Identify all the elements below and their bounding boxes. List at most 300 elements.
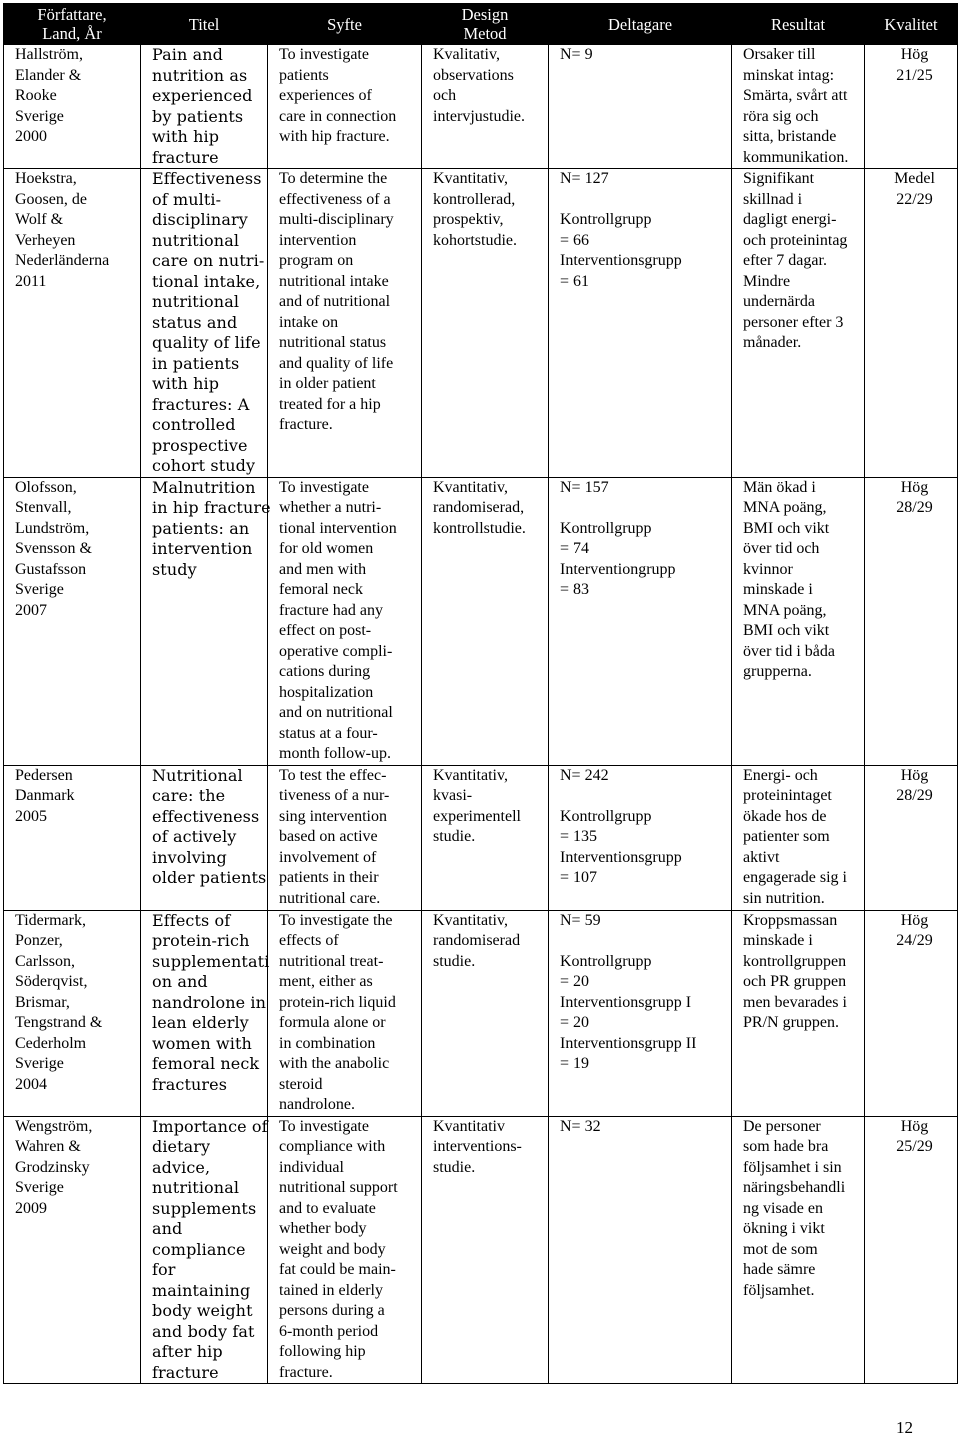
result-line: patienter som — [743, 828, 830, 845]
result-line: MNA poäng, — [743, 601, 827, 619]
title-line: cohort study — [152, 456, 256, 475]
aim-line: weight and body — [279, 1240, 386, 1258]
design-line: studie. — [433, 828, 476, 845]
cell-title — [141, 765, 268, 910]
aim-line: in combination — [279, 1034, 376, 1052]
participants-line: N= 242 — [560, 766, 609, 784]
cell-participants — [549, 169, 732, 478]
result-line: efter 7 dagar. — [743, 252, 827, 269]
authors-line: Gustafsson — [15, 560, 87, 578]
title-line: and — [152, 1219, 183, 1238]
table-header-row — [4, 4, 958, 45]
title-line: femoral neck — [152, 1054, 260, 1073]
cell-result — [732, 45, 865, 169]
design-line: kohortstudie. — [433, 231, 517, 249]
result-line: hade sämre — [743, 1261, 816, 1278]
title-line: experienced — [152, 86, 253, 105]
authors-line: Hallström, — [15, 46, 83, 63]
title-line: intervention — [152, 539, 253, 558]
aim-line: operative compli- — [279, 642, 393, 660]
participants-line: = 61 — [560, 272, 590, 290]
aim-line: month follow-up. — [279, 745, 391, 762]
title-line: Effectiveness — [152, 169, 262, 188]
aim-line: effectiveness of a — [279, 190, 391, 208]
authors-line: 2004 — [15, 1075, 47, 1093]
aim-line: experiences of — [279, 87, 372, 104]
result-line: ng visade en — [743, 1199, 823, 1217]
authors-line: Tidermark, — [15, 911, 86, 929]
design-line: kvasi- — [433, 787, 473, 804]
header-participants: Deltagare — [549, 4, 732, 45]
participants-line: = 135 — [560, 828, 598, 845]
design-line: Kvantitativ, — [433, 911, 508, 929]
aim-line: To investigate — [279, 1117, 369, 1135]
cell-design — [422, 169, 549, 478]
result-line: Mindre — [743, 272, 791, 290]
cell-quality — [865, 45, 958, 169]
title-line: nutritional — [152, 1178, 240, 1197]
result-line: ökning i vikt — [743, 1220, 825, 1237]
title-line: after hip — [152, 1342, 223, 1361]
title-line: disciplinary — [152, 210, 248, 229]
title-line: patients: an — [152, 518, 250, 538]
design-line: kontrollstudie. — [433, 519, 526, 537]
result-line: minskat intag: — [743, 66, 835, 84]
cell-title — [141, 1116, 268, 1384]
participants-line: Kontrollgrupp — [560, 211, 652, 228]
participants-line: = 74 — [560, 540, 590, 557]
authors-line: Sverige — [15, 1055, 64, 1072]
authors-line: 2011 — [15, 272, 47, 290]
participants-line: = 107 — [560, 869, 598, 886]
aim-line: nandrolone. — [279, 1096, 355, 1113]
cell-design — [422, 910, 549, 1116]
design-line: Kvantitativ, — [433, 478, 508, 496]
quality-line: Medel — [894, 170, 935, 187]
title-line: women with — [152, 1033, 252, 1053]
aim-line: To investigate the — [279, 911, 393, 929]
title-line: Malnutrition — [152, 477, 256, 497]
cell-participants — [549, 910, 732, 1116]
participants-line: = 83 — [560, 581, 590, 598]
cell-participants — [549, 477, 732, 765]
authors-line: Wolf & — [15, 211, 64, 228]
participants-line: N= 127 — [560, 170, 609, 187]
aim-line: individual — [279, 1158, 344, 1176]
cell-participants — [549, 765, 732, 910]
cell-result — [732, 910, 865, 1116]
aim-line: intake on — [279, 313, 339, 331]
aim-line: multi-disciplinary — [279, 211, 394, 228]
aim-line: formula alone or — [279, 1014, 386, 1031]
aim-line: and to evaluate — [279, 1199, 376, 1217]
aim-line: To test the effec- — [279, 766, 387, 784]
aim-line: with hip fracture. — [279, 128, 390, 145]
header-authors: Författare, Land, År — [4, 4, 141, 45]
design-line: Kvantitativ, — [433, 170, 508, 187]
authors-line: Ponzer, — [15, 932, 63, 949]
authors-line: Grodzinsky — [15, 1158, 90, 1176]
cell-design — [422, 45, 549, 169]
cell-result — [732, 169, 865, 478]
result-line: Kroppsmassan — [743, 911, 838, 929]
design-line: observations — [433, 66, 514, 84]
cell-authors — [4, 45, 141, 169]
design-line: experimentell — [433, 807, 521, 825]
result-line: följsamhet i sin — [743, 1158, 842, 1176]
quality-line: 24/29 — [896, 932, 933, 949]
title-line: on and — [152, 972, 208, 991]
cell-authors — [4, 910, 141, 1116]
result-line: Smärta, svårt att — [743, 87, 848, 104]
participants-line: Interventionsgrupp II — [560, 1034, 697, 1052]
result-line: Signifikant — [743, 170, 815, 187]
aim-line: fracture had any — [279, 601, 383, 619]
title-line: in hip fracture — [152, 498, 271, 517]
authors-line: 2005 — [15, 807, 47, 825]
result-line: sitta, bristande — [743, 128, 837, 145]
authors-line: Stenvall, — [15, 499, 72, 516]
title-line: dietary — [152, 1137, 211, 1156]
participants-line — [560, 190, 727, 211]
result-line: följsamhet. — [743, 1281, 815, 1299]
title-line: fracture — [152, 1362, 219, 1382]
aim-line: patients in their — [279, 869, 379, 886]
quality-line: Hög — [900, 766, 929, 784]
title-line: involving — [152, 847, 227, 867]
header-design: Design Metod — [422, 4, 549, 45]
cell-quality — [865, 169, 958, 478]
aim-line: cations during — [279, 663, 371, 680]
design-line: studie. — [433, 952, 476, 970]
aim-line: treated for a hip — [279, 395, 381, 413]
cell-participants — [549, 45, 732, 169]
aim-line: nutritional care. — [279, 889, 381, 907]
cell-design — [422, 765, 549, 910]
title-line: controlled — [152, 415, 236, 434]
cell-authors — [4, 765, 141, 910]
aim-line: fracture. — [279, 1363, 333, 1381]
aim-line: patients — [279, 66, 329, 84]
aim-line: tional intervention — [279, 519, 397, 537]
participants-line: Kontrollgrupp — [560, 519, 652, 537]
result-line: och PR gruppen — [743, 973, 847, 990]
result-line: röra sig och — [743, 107, 819, 125]
header-quality: Kvalitet — [865, 4, 958, 45]
title-line: fracture — [152, 147, 219, 167]
result-line: dagligt energi- — [743, 211, 837, 228]
participants-line — [560, 931, 727, 952]
title-line: Nutritional — [152, 765, 243, 785]
authors-line: Olofsson, — [15, 478, 77, 496]
cell-title — [141, 45, 268, 169]
aim-line: for old women — [279, 540, 374, 557]
participants-line: Kontrollgrupp — [560, 807, 652, 825]
authors-line: Nederländerna — [15, 252, 110, 269]
cell-title — [141, 910, 268, 1116]
aim-line: steroid — [279, 1075, 323, 1093]
cell-title — [141, 477, 271, 765]
title-line: quality of life — [152, 333, 261, 352]
header-result: Resultat — [732, 4, 865, 45]
result-line: MNA poäng, — [743, 499, 827, 516]
quality-line: 28/29 — [896, 499, 933, 516]
design-line: kontrollerad, — [433, 190, 516, 208]
result-line: engagerade sig i — [743, 869, 847, 886]
quality-line: Hög — [900, 1117, 929, 1135]
cell-result — [732, 1116, 865, 1384]
authors-line: Cederholm — [15, 1034, 87, 1052]
cell-authors — [4, 169, 141, 478]
authors-line: Danmark — [15, 787, 75, 804]
title-line: tional intake, — [152, 271, 261, 291]
design-line: interventions- — [433, 1138, 522, 1155]
table-row — [4, 45, 958, 169]
aim-line: and quality of life — [279, 354, 394, 372]
result-line: grupperna. — [743, 663, 812, 680]
participants-line: Interventionsgrupp I — [560, 993, 692, 1011]
participants-line: Interventionsgrupp — [560, 252, 682, 269]
result-line: BMI och vikt — [743, 622, 830, 639]
aim-line: and of nutritional — [279, 293, 391, 310]
cell-quality — [865, 910, 958, 1116]
quality-line: Hög — [900, 46, 929, 63]
aim-line: protein-rich liquid — [279, 993, 396, 1011]
quality-line: 25/29 — [896, 1138, 933, 1155]
authors-line: Verheyen — [15, 231, 76, 249]
authors-line: Hoekstra, — [15, 170, 77, 187]
aim-line: whether a nutri- — [279, 499, 382, 516]
result-line: kontrollgruppen — [743, 952, 847, 970]
title-line: care on nutri- — [152, 251, 265, 270]
header-title: Titel — [141, 4, 268, 45]
title-line: nutrition as — [152, 65, 248, 85]
title-line: older patients — [152, 868, 267, 887]
title-line: supplements — [152, 1198, 257, 1218]
title-line: of multi- — [152, 189, 222, 209]
aim-line: with the anabolic — [279, 1055, 390, 1072]
title-line: prospective — [152, 435, 248, 455]
participants-line: Interventionsgrupp — [560, 848, 682, 866]
result-line: aktivt — [743, 848, 780, 866]
design-line: Kvantitativ, — [433, 766, 508, 784]
title-line: fractures — [152, 1074, 228, 1094]
authors-line: Wengström, — [15, 1117, 93, 1135]
authors-line: Rooke — [15, 87, 57, 104]
quality-line: Hög — [900, 478, 929, 496]
cell-aim — [268, 910, 422, 1116]
title-line: body weight — [152, 1301, 253, 1320]
page-number: 12 — [896, 1418, 913, 1437]
authors-line: Pedersen — [15, 766, 73, 784]
participants-line: = 20 — [560, 1014, 590, 1031]
aim-line: femoral neck — [279, 581, 363, 598]
title-line: compliance — [152, 1239, 246, 1259]
result-line: proteinintaget — [743, 787, 832, 804]
aim-line: effect on post- — [279, 622, 372, 639]
authors-line: Carlsson, — [15, 952, 75, 970]
aim-line: whether body — [279, 1220, 367, 1237]
participants-line: N= 157 — [560, 478, 609, 496]
result-line: PR/N gruppen. — [743, 1014, 839, 1031]
title-line: lean elderly — [152, 1013, 249, 1032]
title-line: supplementati — [152, 951, 270, 971]
cell-aim — [268, 1116, 422, 1384]
participants-line: N= 9 — [560, 46, 593, 63]
aim-line: in older patient — [279, 375, 376, 392]
participants-line: = 66 — [560, 231, 590, 249]
result-line: Orsaker till — [743, 46, 816, 63]
result-line: sin nutrition. — [743, 889, 825, 907]
result-line: skillnad i — [743, 190, 803, 208]
cell-design — [422, 477, 549, 765]
cell-aim — [268, 765, 422, 910]
title-line: Importance of — [152, 1116, 268, 1136]
aim-line: care in connection — [279, 107, 397, 125]
participants-line: Kontrollgrupp — [560, 952, 652, 970]
result-line: undernärda — [743, 293, 815, 310]
aim-line: persons during a — [279, 1302, 385, 1319]
title-line: Pain and — [152, 45, 223, 64]
aim-line: tiveness of a nur- — [279, 787, 390, 804]
title-line: by patients — [152, 106, 244, 126]
result-line: över tid i båda — [743, 642, 835, 660]
result-line: minskade i — [743, 932, 813, 949]
participants-line: Interventiongrupp — [560, 560, 676, 578]
design-line: Kvalitativ, — [433, 46, 500, 63]
authors-line: Brismar, — [15, 993, 70, 1011]
aim-line: fat could be main- — [279, 1261, 396, 1278]
cell-aim — [268, 477, 422, 765]
aim-line: nutritional support — [279, 1179, 398, 1196]
title-line: in patients — [152, 353, 240, 373]
aim-line: status at a four- — [279, 724, 378, 742]
aim-line: following hip — [279, 1343, 366, 1360]
aim-line: hospitalization — [279, 683, 374, 701]
title-line: protein-rich — [152, 931, 250, 950]
title-line: study — [152, 559, 197, 579]
aim-line: and on nutritional — [279, 704, 393, 721]
title-line: maintaining — [152, 1280, 251, 1300]
cell-aim — [268, 169, 422, 478]
aim-line: compliance with — [279, 1138, 386, 1155]
design-line: Kvantitativ — [433, 1117, 505, 1135]
table-row — [4, 477, 958, 765]
aim-line: To investigate — [279, 46, 369, 63]
result-line: kvinnor — [743, 560, 793, 578]
design-line: intervjustudie. — [433, 107, 525, 125]
result-line: personer efter 3 — [743, 313, 844, 331]
participants-line: = 20 — [560, 973, 590, 990]
title-line: advice, — [152, 1157, 211, 1177]
cell-result — [732, 477, 865, 765]
table-row — [4, 1116, 958, 1384]
aim-line: ment, either as — [279, 973, 373, 990]
aim-line: nutritional intake — [279, 272, 389, 290]
title-line: with hip — [152, 127, 220, 146]
result-line: och proteinintag — [743, 231, 848, 249]
aim-line: tained in elderly — [279, 1281, 383, 1299]
authors-line: Elander & — [15, 66, 82, 84]
cell-aim — [268, 45, 422, 169]
title-line: nandrolone in — [152, 992, 267, 1012]
cell-title — [141, 169, 268, 478]
cell-result — [732, 765, 865, 910]
cell-quality — [865, 765, 958, 910]
result-line: men bevarades i — [743, 993, 847, 1011]
aim-line: intervention — [279, 231, 357, 249]
title-line: with hip — [152, 374, 220, 393]
result-line: mot de som — [743, 1240, 818, 1258]
cell-design — [422, 1116, 549, 1384]
aim-line: effects of — [279, 932, 339, 949]
authors-line: 2007 — [15, 601, 47, 619]
result-line: som hade bra — [743, 1138, 829, 1155]
result-line: näringsbehandli — [743, 1179, 846, 1196]
design-line: randomiserad — [433, 932, 521, 949]
title-line: for — [152, 1260, 176, 1279]
title-line: of actively — [152, 827, 237, 846]
title-line: fractures: A — [152, 394, 250, 414]
table-row — [4, 910, 958, 1116]
authors-line: Goosen, de — [15, 190, 87, 208]
literature-review-table — [3, 3, 958, 1384]
aim-line: fracture. — [279, 416, 333, 433]
result-line: över tid och — [743, 540, 820, 557]
result-line: De personer — [743, 1117, 821, 1135]
aim-line: To investigate — [279, 478, 369, 496]
title-line: nutritional — [152, 292, 240, 311]
header-aim: Syfte — [268, 4, 422, 45]
cell-quality — [865, 1116, 958, 1384]
aim-line: nutritional treat- — [279, 952, 384, 970]
authors-line: Sverige — [15, 581, 64, 598]
title-line: Effects of — [152, 910, 231, 930]
aim-line: and men with — [279, 560, 367, 578]
participants-line — [560, 786, 727, 807]
aim-line: sing intervention — [279, 807, 387, 825]
result-line: ökade hos de — [743, 807, 827, 825]
design-line: randomiserad, — [433, 499, 525, 516]
participants-line — [560, 498, 727, 519]
authors-line: 2000 — [15, 128, 47, 145]
aim-line: program on — [279, 252, 354, 269]
cell-quality — [865, 477, 958, 765]
authors-line: Sverige — [15, 1179, 64, 1196]
participants-line: N= 32 — [560, 1117, 601, 1135]
authors-line: Söderqvist, — [15, 973, 88, 990]
cell-authors — [4, 1116, 141, 1384]
participants-line: = 19 — [560, 1055, 590, 1072]
authors-line: Wahren & — [15, 1138, 81, 1155]
title-line: nutritional — [152, 230, 240, 250]
participants-line: N= 59 — [560, 911, 601, 929]
aim-line: based on active — [279, 828, 378, 845]
quality-line: Hög — [900, 911, 929, 929]
table-row — [4, 169, 958, 478]
authors-line: 2009 — [15, 1199, 47, 1217]
authors-line: Svensson & — [15, 540, 92, 557]
aim-line: involvement of — [279, 848, 377, 866]
title-line: and body fat — [152, 1321, 255, 1341]
result-line: minskade i — [743, 581, 813, 598]
title-line: status and — [152, 312, 238, 332]
design-line: och — [433, 87, 457, 104]
authors-line: Sverige — [15, 107, 64, 125]
cell-authors — [4, 477, 141, 765]
aim-line: To determine the — [279, 170, 388, 187]
authors-line: Lundström, — [15, 519, 90, 537]
